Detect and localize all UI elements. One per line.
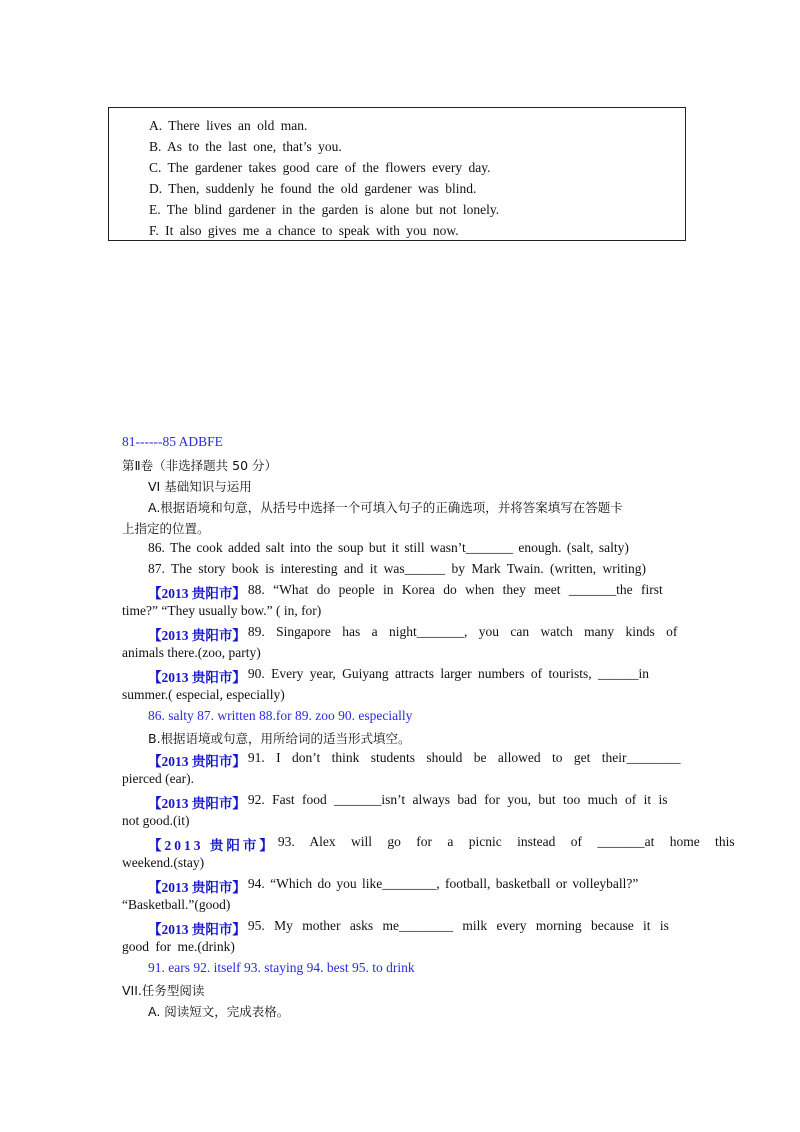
- question-88-cont: time?” “They usually bow.” ( in, for): [122, 603, 322, 618]
- question-95: [148, 918, 680, 938]
- question-87: 87. The story book is interesting and it was______ by Mark Twain. (written, writing): [148, 561, 646, 576]
- question-90-cont: summer.( especial, especially): [122, 687, 285, 702]
- option-f: F. It also gives me a chance to speak with you now.: [149, 223, 459, 238]
- part-vi-heading: VI 基础知识与运用: [148, 479, 252, 494]
- question-88-text: 88. “What do people in Korea do when they meet _______the first: [247, 582, 663, 597]
- source-tag: 【2013 贵阳市】: [148, 922, 246, 937]
- part-vii-heading: VII.任务型阅读: [122, 983, 205, 998]
- question-89-cont: animals there.(zoo, party): [122, 645, 261, 660]
- option-c: C. The gardener takes good care of the flowers every day.: [149, 160, 491, 175]
- answer-key-81-85: 81------85 ADBFE: [122, 434, 223, 449]
- question-91: [148, 750, 680, 770]
- question-93: [148, 834, 735, 854]
- question-93-cont: weekend.(stay): [122, 855, 205, 870]
- question-94-cont: “Basketball.”(good): [122, 897, 231, 912]
- question-91-text: 91. I don’t think students should be allowed to get their________: [247, 750, 681, 765]
- question-90: [148, 666, 680, 686]
- question-89: [148, 624, 680, 644]
- question-95-text: 95. My mother asks me________ milk every morning because it is: [247, 918, 669, 933]
- option-e: E. The blind gardener in the garden is alone but not lonely.: [149, 202, 500, 217]
- source-tag: 【2013 贵阳市】: [148, 838, 276, 853]
- question-90-text: 90. Every year, Guiyang attracts larger numbers of tourists, ______in: [247, 666, 649, 681]
- part-a-instruction-cont: 上指定的位置。: [122, 521, 210, 536]
- source-tag: 【2013 贵阳市】: [148, 628, 246, 643]
- part-vii-a-instruction: A. 阅读短文，完成表格。: [148, 1004, 290, 1019]
- source-tag: 【2013 贵阳市】: [148, 754, 246, 769]
- source-tag: 【2013 贵阳市】: [148, 796, 246, 811]
- option-b: B. As to the last one, that’s you.: [149, 139, 342, 154]
- answer-key-86-90: 86. salty 87. written 88.for 89. zoo 90. especially: [148, 708, 413, 723]
- question-92-cont: not good.(it): [122, 813, 190, 828]
- option-a: A. There lives an old man.: [149, 118, 308, 133]
- source-tag: 【2013 贵阳市】: [148, 586, 246, 601]
- question-92-text: 92. Fast food _______isn’t always bad for you, but too much of it is: [247, 792, 668, 807]
- question-91-cont: pierced (ear).: [122, 771, 194, 786]
- question-94-text: 94. “Which do you like________, football, basketball or volleyball?”: [247, 876, 639, 891]
- source-tag: 【2013 贵阳市】: [148, 880, 246, 895]
- source-tag: 【2013 贵阳市】: [148, 670, 246, 685]
- part-a-instruction: A.根据语境和句意，从括号中选择一个可填入句子的正确选项，并将答案填写在答题卡: [148, 500, 623, 515]
- question-92: [148, 792, 680, 812]
- question-94: [148, 876, 680, 896]
- part-b-instruction: B.根据语境或句意，用所给词的适当形式填空。: [148, 731, 411, 746]
- question-95-cont: good for me.(drink): [122, 939, 235, 954]
- question-93-text: 93. Alex will go for a picnic instead of _______at home this: [277, 834, 735, 849]
- question-89-text: 89. Singapore has a night_______, you can watch many kinds of: [247, 624, 678, 639]
- option-d: D. Then, suddenly he found the old gardener was blind.: [149, 181, 477, 196]
- options-box: [108, 107, 686, 241]
- section-title: 第Ⅱ卷（非选择题共 50 分）: [122, 458, 278, 473]
- answer-key-91-95: 91. ears 92. itself 93. staying 94. best 95. to drink: [148, 960, 415, 975]
- question-88: [148, 582, 680, 602]
- question-86: 86. The cook added salt into the soup but it still wasn’t_______ enough. (salt, salty): [148, 540, 629, 555]
